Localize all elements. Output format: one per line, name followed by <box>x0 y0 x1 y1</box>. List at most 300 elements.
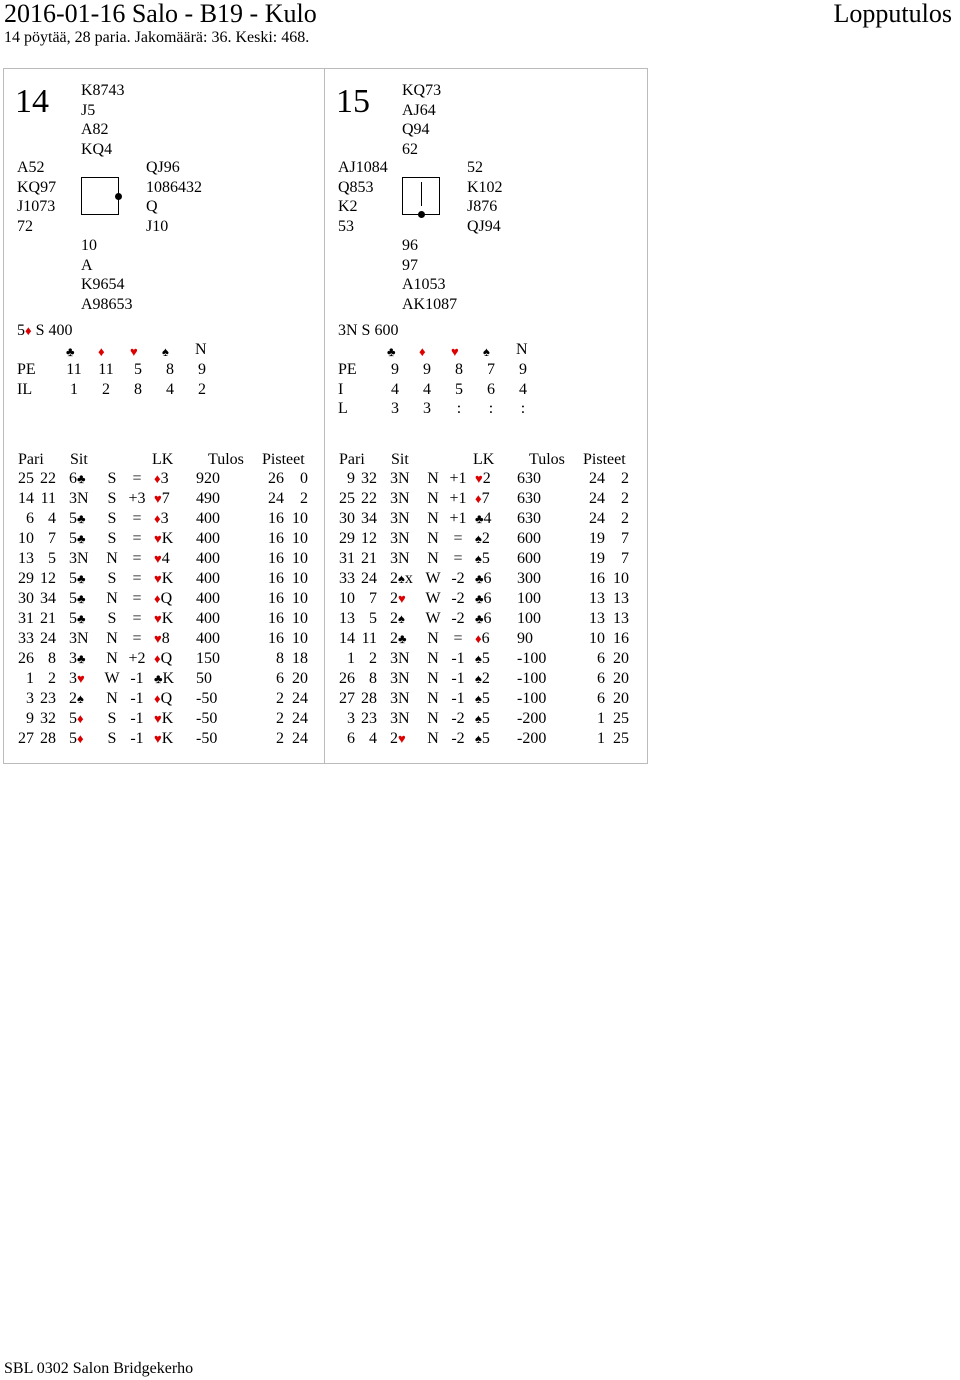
contract <box>69 709 84 729</box>
north-hand-club: KQ73 <box>402 82 442 99</box>
opening-lead <box>475 469 491 489</box>
pair-ew: 5 <box>369 610 377 627</box>
result: -2 <box>451 610 465 627</box>
opening-lead <box>475 669 490 689</box>
lead-card: 8 <box>161 630 170 647</box>
tricks-cell: : <box>520 400 526 417</box>
opening-lead <box>475 589 492 609</box>
points-ns: 13 <box>589 590 605 607</box>
club-icon: ♣ <box>77 611 86 626</box>
points-ew: 10 <box>292 530 308 547</box>
score: -50 <box>196 730 218 747</box>
pair-ew: 22 <box>361 490 377 507</box>
score: -200 <box>517 730 547 747</box>
contract <box>390 669 410 689</box>
pair-ns: 30 <box>18 590 34 607</box>
pair-ew: 12 <box>40 570 56 587</box>
pair-ew: 5 <box>48 550 56 567</box>
page-footer: SBL 0302 Salon Bridgekerho <box>4 1360 194 1377</box>
score: -50 <box>196 690 218 707</box>
south-hand-diamond: 97 <box>402 256 418 274</box>
table-row <box>0 649 320 669</box>
score: 150 <box>196 650 220 667</box>
north-hand-spade: 62 <box>402 140 418 158</box>
opening-lead <box>475 549 490 569</box>
contract-level: 3N <box>390 650 410 667</box>
points-ew: 24 <box>292 710 308 727</box>
pair-ew: 12 <box>361 530 377 547</box>
diamond-icon: ♦ <box>475 491 482 506</box>
heart-icon: ♥ <box>451 344 459 359</box>
opening-lead <box>154 589 172 609</box>
west-hand-club: AJ1084 <box>338 159 388 176</box>
score: -50 <box>196 710 218 727</box>
south-hand-spade: AK1087 <box>402 295 458 313</box>
score: -200 <box>517 710 547 727</box>
contract-level: 3N <box>390 710 410 727</box>
declarer: N <box>427 710 439 727</box>
south-hand-club: 96 <box>402 237 418 254</box>
opening-lead <box>154 649 172 669</box>
north-hand-diamond: J5 <box>81 101 96 119</box>
lead-card: 4 <box>483 510 492 527</box>
points-ns: 16 <box>589 570 605 587</box>
contract-level: 2 <box>390 570 398 587</box>
points-ew: 20 <box>613 690 629 707</box>
result: -2 <box>451 570 465 587</box>
notrump-label: N <box>516 341 528 358</box>
club-icon: ♣ <box>77 651 86 666</box>
diamond-icon: ♦ <box>475 631 482 646</box>
tricks-cell: 2 <box>198 380 206 398</box>
west-hand-heart: K2 <box>338 198 358 215</box>
lead-card: 6 <box>481 630 490 647</box>
contract-level: 5 <box>69 710 77 727</box>
spade-icon: ♠ <box>475 671 482 686</box>
result: = <box>132 570 142 587</box>
result: +1 <box>449 510 467 527</box>
spade-icon: ♠ <box>162 344 169 359</box>
result: = <box>132 470 142 487</box>
opening-lead <box>475 629 490 649</box>
opening-lead <box>475 529 490 549</box>
tricks-cell: 4 <box>519 380 527 398</box>
east-hand-club: 52 <box>467 159 483 176</box>
contract <box>390 489 410 509</box>
pair-ew: 32 <box>361 470 377 487</box>
points-ns: 2 <box>276 730 284 747</box>
lead-card: 5 <box>481 550 490 567</box>
tricks-cell: : <box>456 400 462 417</box>
pair-ew: 2 <box>369 650 377 667</box>
spade-icon: ♠ <box>475 731 482 746</box>
table-row <box>321 689 641 709</box>
board-contract <box>338 321 398 341</box>
declarer: N <box>106 550 118 567</box>
tricks-cell: 8 <box>455 361 463 378</box>
score: 630 <box>517 510 541 527</box>
contract <box>69 589 86 609</box>
result: = <box>132 530 142 547</box>
contract-level: 5 <box>17 322 25 339</box>
lead-card: 6 <box>483 590 492 607</box>
declarer: W <box>104 670 120 687</box>
declarer: N <box>427 690 439 707</box>
score: 630 <box>517 470 541 487</box>
tricks-cell: 8 <box>166 361 174 378</box>
column-header-pisteet: Pisteet <box>262 451 305 468</box>
pair-ns: 26 <box>339 670 355 687</box>
score: 400 <box>196 550 220 567</box>
pair-ns: 14 <box>18 490 34 507</box>
score: 50 <box>196 670 212 687</box>
score: 630 <box>517 490 541 507</box>
tricks-cell: 4 <box>423 380 431 398</box>
result: +2 <box>128 650 146 667</box>
declarer: S <box>107 470 117 487</box>
spade-icon: ♠ <box>475 551 482 566</box>
heart-icon: ♥ <box>154 611 162 626</box>
contract <box>390 509 410 529</box>
heart-icon: ♥ <box>154 571 162 586</box>
pair-ns: 6 <box>26 510 34 527</box>
club-icon: ♣ <box>77 471 86 486</box>
south-hand-spade: A98653 <box>81 295 133 313</box>
contract-level: 3N <box>69 630 89 647</box>
score: 400 <box>196 510 220 527</box>
west-hand-club: A52 <box>17 159 45 176</box>
points-ew: 10 <box>292 510 308 527</box>
spade-icon: ♠ <box>77 691 84 706</box>
pair-ew: 21 <box>40 610 56 627</box>
tricks-cell: 3 <box>423 400 431 417</box>
declarer: N <box>427 530 439 547</box>
contract <box>390 469 410 489</box>
pair-ns: 9 <box>26 710 34 727</box>
pair-ns: 29 <box>18 570 34 587</box>
south-hand-heart: K9654 <box>81 276 125 293</box>
board-14 <box>0 0 300 398</box>
result: -1 <box>451 650 465 667</box>
table-row <box>0 509 320 529</box>
opening-lead <box>475 689 490 709</box>
result: +1 <box>449 490 467 507</box>
west-hand-spade: 72 <box>17 217 33 235</box>
table-row <box>321 649 641 669</box>
contract <box>69 569 86 589</box>
contract-level: 3N <box>390 490 410 507</box>
declarer: S <box>107 730 117 747</box>
diamond-icon: ♦ <box>419 344 426 359</box>
pair-ew: 7 <box>48 530 56 547</box>
points-ew: 13 <box>613 590 629 607</box>
spade-icon: ♠ <box>475 711 482 726</box>
table-row <box>0 549 320 569</box>
declarer: N <box>427 510 439 527</box>
heart-icon: ♥ <box>398 591 406 606</box>
points-ns: 16 <box>268 590 284 607</box>
points-ns: 1 <box>597 710 605 727</box>
tricks-cell: 5 <box>134 361 142 378</box>
result: -2 <box>451 730 465 747</box>
result: = <box>453 550 463 567</box>
lead-card: Q <box>160 650 173 667</box>
opening-lead <box>475 729 490 749</box>
board-number: 14 <box>15 83 49 120</box>
tricks-cell: 9 <box>423 361 431 378</box>
points-ew: 13 <box>613 610 629 627</box>
declarer: W <box>425 610 441 627</box>
points-ns: 16 <box>268 510 284 527</box>
result: = <box>453 530 463 547</box>
declarer: N <box>427 470 439 487</box>
table-row <box>321 609 641 629</box>
contract-level: 2 <box>390 630 398 647</box>
tricks-cell: : <box>488 400 494 417</box>
contract-level: 3N <box>69 550 89 567</box>
result: -1 <box>130 710 144 727</box>
opening-lead <box>154 489 170 509</box>
pair-ew: 2 <box>48 670 56 687</box>
table-row <box>321 729 641 749</box>
points-ns: 6 <box>597 650 605 667</box>
pair-ew: 7 <box>369 590 377 607</box>
table-row <box>321 669 641 689</box>
pair-ew: 21 <box>361 550 377 567</box>
points-ns: 24 <box>589 490 605 507</box>
pair-ns: 9 <box>347 470 355 487</box>
result: -2 <box>451 710 465 727</box>
lead-card: 5 <box>481 690 490 707</box>
contract <box>69 609 86 629</box>
result: = <box>132 590 142 607</box>
lead-card: 4 <box>161 550 170 567</box>
score: -100 <box>517 670 547 687</box>
result: -1 <box>130 730 144 747</box>
points-ns: 2 <box>276 690 284 707</box>
lead-card: 5 <box>481 710 490 727</box>
points-ew: 7 <box>621 530 629 547</box>
lead-card: K <box>161 710 174 727</box>
diamond-icon: ♦ <box>98 344 105 359</box>
score: 920 <box>196 470 220 487</box>
opening-lead <box>154 709 173 729</box>
score: -100 <box>517 690 547 707</box>
declarer: N <box>106 630 118 647</box>
pair-ew: 4 <box>48 510 56 527</box>
points-ew: 18 <box>292 650 308 667</box>
points-ew: 10 <box>292 550 308 567</box>
score: 90 <box>517 630 533 647</box>
points-ns: 16 <box>268 610 284 627</box>
points-ns: 16 <box>268 530 284 547</box>
score: 400 <box>196 570 220 587</box>
contract-level: 5 <box>69 570 77 587</box>
score: 600 <box>517 530 541 547</box>
east-hand-heart: J876 <box>467 198 498 215</box>
contract <box>69 489 89 509</box>
contract-level: 5 <box>69 610 77 627</box>
table-row <box>0 529 320 549</box>
opening-lead <box>154 689 172 709</box>
contract <box>390 729 406 749</box>
result: = <box>132 630 142 647</box>
points-ns: 2 <box>276 710 284 727</box>
contract-level: 5 <box>69 510 77 527</box>
points-ns: 6 <box>597 690 605 707</box>
points-ns: 24 <box>268 490 284 507</box>
points-ns: 24 <box>589 510 605 527</box>
contract <box>390 589 406 609</box>
pair-ns: 33 <box>18 630 34 647</box>
points-ns: 16 <box>268 550 284 567</box>
heart-icon: ♥ <box>154 551 162 566</box>
club-icon: ♣ <box>66 344 75 359</box>
pair-ns: 33 <box>339 570 355 587</box>
pair-ew: 8 <box>48 650 56 667</box>
pair-ew: 22 <box>40 470 56 487</box>
contract-level: 5 <box>69 530 77 547</box>
contract-level: 5 <box>69 590 77 607</box>
points-ns: 19 <box>589 550 605 567</box>
opening-lead <box>475 609 492 629</box>
result: -1 <box>451 670 465 687</box>
lead-card: 2 <box>481 530 490 547</box>
pair-ns: 25 <box>18 470 34 487</box>
result: -2 <box>451 590 465 607</box>
tricks-row-label: PE <box>17 361 36 378</box>
north-hand-heart: Q94 <box>402 121 430 138</box>
contract <box>69 729 84 749</box>
contract-level: 2 <box>390 730 398 747</box>
table-row <box>321 509 641 529</box>
table-row <box>321 709 641 729</box>
score: 100 <box>517 610 541 627</box>
diamond-icon: ♦ <box>154 651 161 666</box>
contract-level: 3N <box>390 530 410 547</box>
contract <box>390 629 407 649</box>
points-ew: 20 <box>292 670 308 687</box>
tricks-row-label: PE <box>338 361 357 378</box>
club-icon: ♣ <box>387 344 396 359</box>
contract <box>69 649 86 669</box>
lead-card: 2 <box>482 470 491 487</box>
contract-rest: S 400 <box>31 322 73 339</box>
contract-level: 6 <box>69 470 77 487</box>
lead-card: 7 <box>481 490 490 507</box>
opening-lead <box>154 509 169 529</box>
table-row <box>321 489 641 509</box>
opening-lead <box>154 469 169 489</box>
west-hand-spade: 53 <box>338 217 354 235</box>
pair-ns: 1 <box>26 670 34 687</box>
heart-icon: ♥ <box>77 671 85 686</box>
table-row <box>0 589 320 609</box>
pair-ew: 34 <box>40 590 56 607</box>
diamond-icon: ♦ <box>77 731 84 746</box>
table-row <box>0 609 320 629</box>
heart-icon: ♥ <box>398 731 406 746</box>
diamond-icon: ♦ <box>154 511 161 526</box>
lead-card: K <box>161 570 174 587</box>
table-row <box>0 629 320 649</box>
points-ew: 16 <box>613 630 629 647</box>
spade-icon: ♠ <box>475 651 482 666</box>
heart-icon: ♥ <box>154 531 162 546</box>
score: 400 <box>196 590 220 607</box>
opening-lead <box>154 569 173 589</box>
declarer: N <box>427 730 439 747</box>
east-hand-spade: QJ94 <box>467 217 501 235</box>
opening-lead <box>475 489 490 509</box>
declarer: S <box>107 490 117 507</box>
spade-icon: ♠ <box>475 531 482 546</box>
lead-card: 2 <box>481 670 490 687</box>
table-row <box>0 729 320 749</box>
contract <box>390 549 410 569</box>
tricks-cell: 9 <box>391 361 399 378</box>
pair-ns: 10 <box>339 590 355 607</box>
points-ew: 24 <box>292 730 308 747</box>
declarer: N <box>427 490 439 507</box>
pair-ns: 3 <box>347 710 355 727</box>
heart-icon: ♥ <box>154 491 162 506</box>
tricks-cell: 3 <box>391 400 399 417</box>
score: 490 <box>196 490 220 507</box>
club-icon: ♣ <box>475 591 484 606</box>
board-contract <box>17 321 73 341</box>
club-icon: ♣ <box>475 611 484 626</box>
points-ew: 10 <box>292 610 308 627</box>
table-row <box>321 549 641 569</box>
contract <box>69 529 86 549</box>
points-ew: 10 <box>613 570 629 587</box>
column-header-lk: LK <box>152 451 174 468</box>
column-header-pisteet: Pisteet <box>583 451 626 468</box>
heart-icon: ♥ <box>475 471 483 486</box>
east-hand-spade: J10 <box>146 217 169 235</box>
spade-icon: ♠ <box>398 571 405 586</box>
contract-level: 2 <box>69 690 77 707</box>
table-row <box>0 669 320 689</box>
east-hand-heart: Q <box>146 198 158 215</box>
pair-ew: 23 <box>40 690 56 707</box>
points-ew: 0 <box>300 470 308 487</box>
contract <box>390 569 413 589</box>
lead-card: K <box>161 730 174 747</box>
score: 100 <box>517 590 541 607</box>
declarer: N <box>427 550 439 567</box>
declarer: N <box>106 690 118 707</box>
column-header-sit: Sit <box>391 451 409 468</box>
contract <box>390 709 410 729</box>
pair-ew: 32 <box>40 710 56 727</box>
score: -100 <box>517 650 547 667</box>
lead-card: K <box>161 530 174 547</box>
lead-card: Q <box>160 690 173 707</box>
tricks-row-label: L <box>338 400 348 417</box>
points-ew: 10 <box>292 570 308 587</box>
points-ew: 2 <box>621 470 629 487</box>
result: = <box>132 510 142 527</box>
points-ns: 16 <box>268 570 284 587</box>
pair-ns: 27 <box>18 730 34 747</box>
score: 600 <box>517 550 541 567</box>
north-hand-heart: A82 <box>81 121 109 138</box>
tricks-cell: 7 <box>487 361 495 378</box>
pair-ns: 6 <box>347 730 355 747</box>
north-hand-club: K8743 <box>81 82 125 99</box>
